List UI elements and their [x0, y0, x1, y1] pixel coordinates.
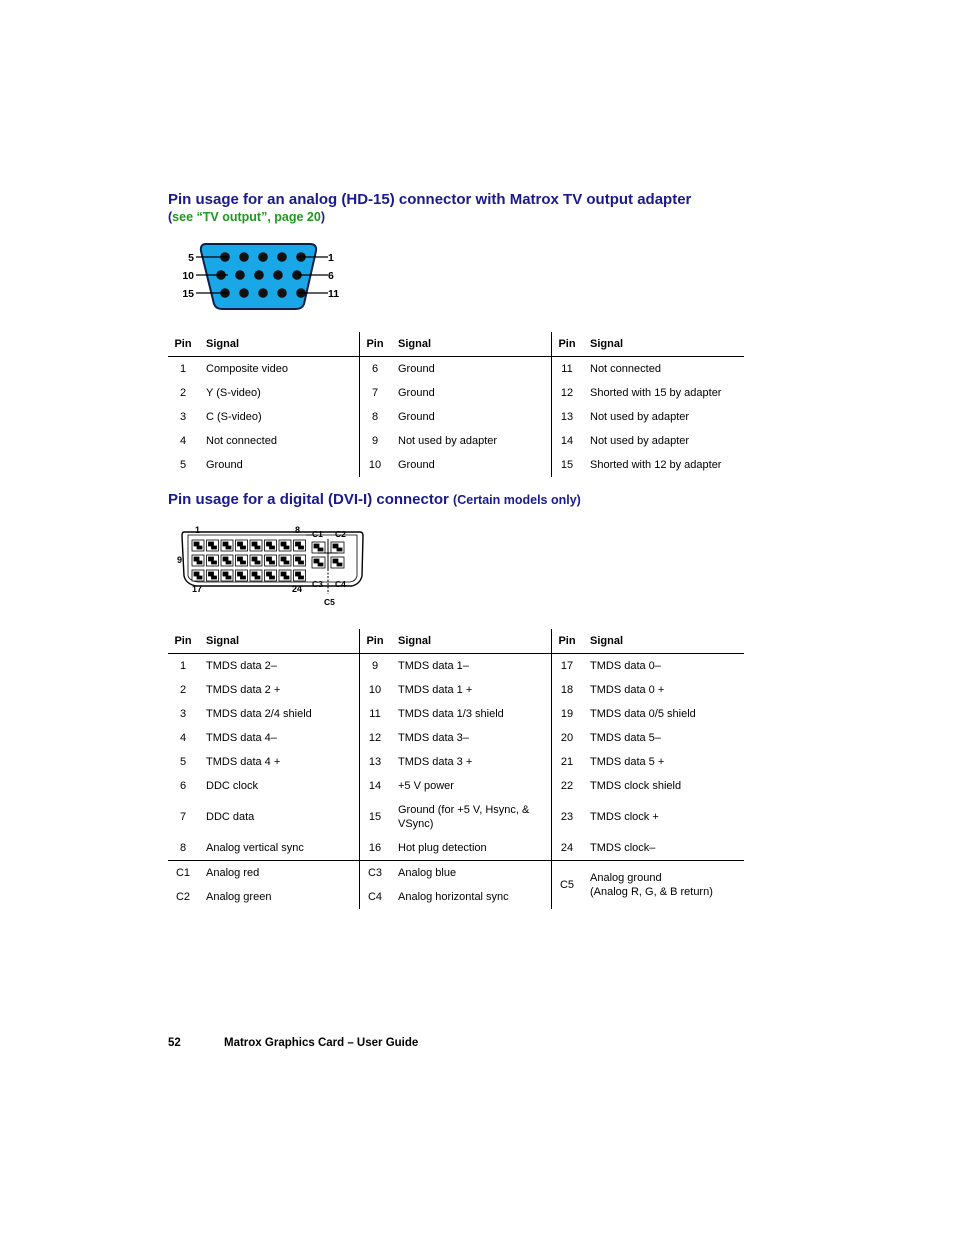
hd15-pin [277, 252, 287, 262]
hd15-label-6: 6 [328, 270, 334, 282]
pin-signal: Hot plug detection [398, 842, 487, 854]
ref-close: ) [320, 210, 325, 224]
dvi-pin-table [168, 629, 744, 909]
dvi-pin [255, 561, 260, 564]
pin-number: 18 [560, 684, 574, 696]
pin-number: 4 [179, 435, 187, 447]
dvi-pin [238, 572, 243, 576]
pin-signal: Not connected [590, 363, 661, 375]
pin-signal: TMDS data 2/4 shield [206, 708, 312, 720]
header-signal: Signal [206, 338, 240, 350]
pin-signal: Shorted with 12 by adapter [590, 459, 722, 471]
header-pin: Pin [174, 635, 192, 647]
hd15-label-11: 11 [328, 288, 340, 300]
dvi-pin [238, 542, 243, 546]
hd15-pin [239, 288, 249, 298]
dvi-pin [212, 561, 217, 564]
dvi-connector-diagram [174, 522, 368, 608]
pin-number: 3 [179, 708, 187, 720]
pin-signal: +5 V power [398, 780, 454, 792]
pin-signal: DDC clock [206, 780, 258, 792]
dvi-pin [209, 542, 214, 546]
dvi-pin [209, 572, 214, 576]
dvi-pin [194, 557, 199, 561]
dvi-pin [252, 557, 257, 561]
pin-number: 8 [179, 842, 187, 854]
header-pin: Pin [366, 338, 384, 350]
pin-number: 5 [179, 756, 187, 768]
pin-number: 22 [560, 780, 574, 792]
dvi-title-text: Pin usage for a digital (DVI-I) connector [168, 491, 449, 508]
pin-signal: Shorted with 15 by adapter [590, 387, 722, 399]
pin-signal: Not used by adapter [398, 435, 498, 447]
dvi-pin [318, 548, 323, 551]
dvi-label-24: 24 [292, 584, 303, 594]
dvi-pin [296, 572, 301, 576]
pin-number: 2 [179, 387, 187, 399]
dvi-label-9: 9 [177, 555, 183, 565]
hd15-label-5: 5 [188, 252, 194, 264]
dvi-label-c3: C3 [312, 579, 323, 589]
header-signal: Signal [206, 635, 240, 647]
table-row [168, 726, 744, 750]
hd15-pin [235, 270, 245, 280]
pin-number: C3 [367, 867, 383, 879]
dvi-pin [252, 542, 257, 546]
pin-signal: Not used by adapter [590, 435, 690, 447]
pin-number: 7 [371, 387, 379, 399]
dvi-pin [281, 542, 286, 546]
dvi-pin [267, 542, 272, 546]
pin-signal: TMDS data 5– [590, 732, 661, 744]
pin-signal: TMDS data 0/5 shield [590, 708, 696, 720]
dvi-label-c2: C2 [335, 529, 346, 539]
page-number: 52 [168, 1037, 181, 1049]
dvi-label-c5: C5 [324, 597, 335, 607]
hd15-pin [277, 288, 287, 298]
table-row [168, 702, 744, 726]
pin-number: 10 [368, 684, 382, 696]
dvi-pin [223, 572, 228, 576]
pin-number: 6 [371, 363, 379, 375]
pin-signal: Ground [398, 411, 435, 423]
tv-output-link[interactable]: see “TV output”, page 20 [172, 210, 321, 224]
pin-signal: TMDS data 2– [206, 660, 277, 672]
pin-signal: Not used by adapter [590, 411, 690, 423]
table-row [168, 453, 744, 477]
dvi-pin [299, 576, 304, 579]
header-signal: Signal [398, 338, 432, 350]
dvi-pin [197, 561, 202, 564]
dvi-pin [226, 576, 231, 579]
hd15-pin-table [168, 332, 744, 477]
dvi-pin [314, 559, 319, 563]
pin-signal: Analog ground (Analog R, G, & B return) [590, 872, 713, 898]
pin-signal: Ground [206, 459, 243, 471]
pin-number: C1 [175, 867, 191, 879]
pin-number: 19 [560, 708, 574, 720]
column-divider [359, 332, 360, 477]
hd15-label-1: 1 [328, 252, 334, 264]
dvi-pin [284, 561, 289, 564]
table-row [168, 798, 744, 836]
hd15-pin [258, 252, 268, 262]
dvi-pin [270, 576, 275, 579]
dvi-pin [314, 544, 319, 548]
pin-signal: TMDS data 0– [590, 660, 661, 672]
header-pin: Pin [174, 338, 192, 350]
pin-number: 1 [179, 363, 187, 375]
dvi-pin [197, 546, 202, 549]
table-row [168, 836, 744, 860]
pin-number: 15 [560, 459, 574, 471]
pin-signal: Analog red [206, 867, 260, 879]
table-row [168, 678, 744, 702]
dvi-pin [281, 572, 286, 576]
dvi-pin [318, 563, 323, 566]
dvi-label-1: 1 [195, 525, 201, 535]
pin-number: 3 [179, 411, 187, 423]
header-pin: Pin [366, 635, 384, 647]
pin-signal: TMDS clock shield [590, 780, 682, 792]
dvi-pin [296, 542, 301, 546]
pin-number: 9 [371, 435, 379, 447]
table-row [168, 381, 744, 405]
pin-signal: Analog green [206, 891, 272, 903]
dvi-pin [267, 572, 272, 576]
pin-signal: Ground [398, 459, 435, 471]
pin-number: 11 [369, 708, 381, 720]
pin-number: 13 [560, 411, 574, 423]
dvi-pin [238, 557, 243, 561]
dvi-pin [337, 548, 342, 551]
dvi-pin [270, 546, 275, 549]
dvi-pin [241, 546, 246, 549]
pin-number: 2 [179, 684, 187, 696]
dvi-pin [223, 557, 228, 561]
pin-number: 4 [179, 732, 187, 744]
table-row [168, 654, 744, 678]
table-header [168, 629, 744, 654]
dvi-label-c4: C4 [335, 579, 346, 589]
column-divider [551, 332, 552, 477]
dvi-pin [333, 544, 338, 548]
dvi-pin [333, 559, 338, 563]
pin-number: 1 [179, 660, 187, 672]
pin-signal: TMDS clock + [590, 811, 659, 823]
column-divider [551, 629, 552, 909]
dvi-pin [281, 557, 286, 561]
table-row [168, 429, 744, 453]
column-divider [359, 629, 360, 909]
pin-signal: C (S-video) [206, 411, 262, 423]
dvi-pin [337, 563, 342, 566]
pin-number: 9 [371, 660, 379, 672]
pin-signal: Ground [398, 387, 435, 399]
dvi-title-note: (Certain models only) [453, 493, 581, 507]
pin-number: 12 [560, 387, 574, 399]
pin-signal: TMDS data 1– [398, 660, 469, 672]
dvi-label-17: 17 [192, 584, 203, 594]
pin-signal: Analog horizontal sync [398, 891, 509, 903]
pin-signal: TMDS clock– [590, 842, 656, 854]
header-signal: Signal [590, 635, 624, 647]
header-pin: Pin [558, 338, 576, 350]
pin-signal: Ground [398, 363, 435, 375]
pin-number: 12 [368, 732, 382, 744]
dvi-pin [284, 576, 289, 579]
hd15-pin [258, 288, 268, 298]
pin-number: 5 [179, 459, 187, 471]
table-row [168, 357, 744, 381]
pin-signal: DDC data [206, 811, 255, 823]
pin-number: 7 [179, 811, 187, 823]
dvi-pin [226, 561, 231, 564]
pin-signal: Ground (for +5 V, Hsync, & VSync) [398, 804, 530, 830]
dvi-pin [299, 546, 304, 549]
table-footer-row [168, 860, 744, 909]
dvi-pin [226, 546, 231, 549]
pin-signal: TMDS data 2 + [206, 684, 281, 696]
pin-signal: Analog blue [398, 867, 457, 879]
pin-signal: Y (S-video) [206, 387, 261, 399]
table-row [168, 774, 744, 798]
pin-number: 15 [368, 811, 382, 823]
dvi-pin [194, 542, 199, 546]
dvi-pin [241, 561, 246, 564]
hd15-label-10: 10 [182, 270, 194, 282]
pin-number: C4 [367, 891, 383, 903]
pin-signal: TMDS data 1 + [398, 684, 473, 696]
ref-open: ( [168, 210, 173, 224]
dvi-pin [267, 557, 272, 561]
pin-number: 16 [368, 842, 382, 854]
hd15-pin [254, 270, 264, 280]
dvi-pin [296, 557, 301, 561]
pin-number: C5 [559, 879, 575, 891]
header-pin: Pin [558, 635, 576, 647]
pin-signal: TMDS data 1/3 shield [398, 708, 504, 720]
tv-output-reference [168, 210, 325, 224]
pin-number: 23 [560, 811, 574, 823]
dvi-pin [212, 546, 217, 549]
dvi-pin [212, 576, 217, 579]
pin-number: 10 [368, 459, 382, 471]
dvi-pin [194, 572, 199, 576]
pin-signal: TMDS data 0 + [590, 684, 665, 696]
pin-number: 14 [560, 435, 574, 447]
pin-signal: Composite video [206, 363, 288, 375]
dvi-pin [209, 557, 214, 561]
pin-signal: Not connected [206, 435, 277, 447]
pin-number: 11 [561, 363, 573, 375]
dvi-pin [223, 542, 228, 546]
hd15-connector-diagram [176, 240, 346, 314]
dvi-pin [197, 576, 202, 579]
table-row [168, 405, 744, 429]
pin-signal: TMDS data 4 + [206, 756, 281, 768]
header-signal: Signal [590, 338, 624, 350]
dvi-pin [284, 546, 289, 549]
dvi-pin [255, 576, 260, 579]
footer-title: Matrox Graphics Card – User Guide [224, 1037, 419, 1049]
pin-signal: TMDS data 3 + [398, 756, 473, 768]
table-row [168, 750, 744, 774]
dvi-pin [255, 546, 260, 549]
hd15-pin [239, 252, 249, 262]
pin-number: 8 [371, 411, 379, 423]
hd15-pin [273, 270, 283, 280]
dvi-pin [241, 576, 246, 579]
pin-number: 24 [560, 842, 574, 854]
section-title-dvi [168, 491, 581, 508]
pin-number: 21 [560, 756, 574, 768]
pin-number: 13 [368, 756, 382, 768]
table-header [168, 332, 744, 357]
dvi-label-8: 8 [295, 525, 301, 535]
pin-number: C2 [175, 891, 191, 903]
dvi-label-c1: C1 [312, 529, 323, 539]
pin-number: 17 [560, 660, 574, 672]
hd15-label-15: 15 [182, 288, 194, 300]
dvi-pin [252, 572, 257, 576]
header-signal: Signal [398, 635, 432, 647]
pin-number: 20 [560, 732, 574, 744]
pin-signal: TMDS data 4– [206, 732, 277, 744]
pin-number: 14 [368, 780, 382, 792]
section-title-hd15: Pin usage for an analog (HD-15) connector with Matrox TV output adapter [168, 191, 692, 208]
dvi-pin [270, 561, 275, 564]
pin-number: 6 [179, 780, 187, 792]
pin-signal: Analog vertical sync [206, 842, 304, 854]
pin-signal: TMDS data 3– [398, 732, 469, 744]
dvi-pin [299, 561, 304, 564]
pin-signal: TMDS data 5 + [590, 756, 665, 768]
